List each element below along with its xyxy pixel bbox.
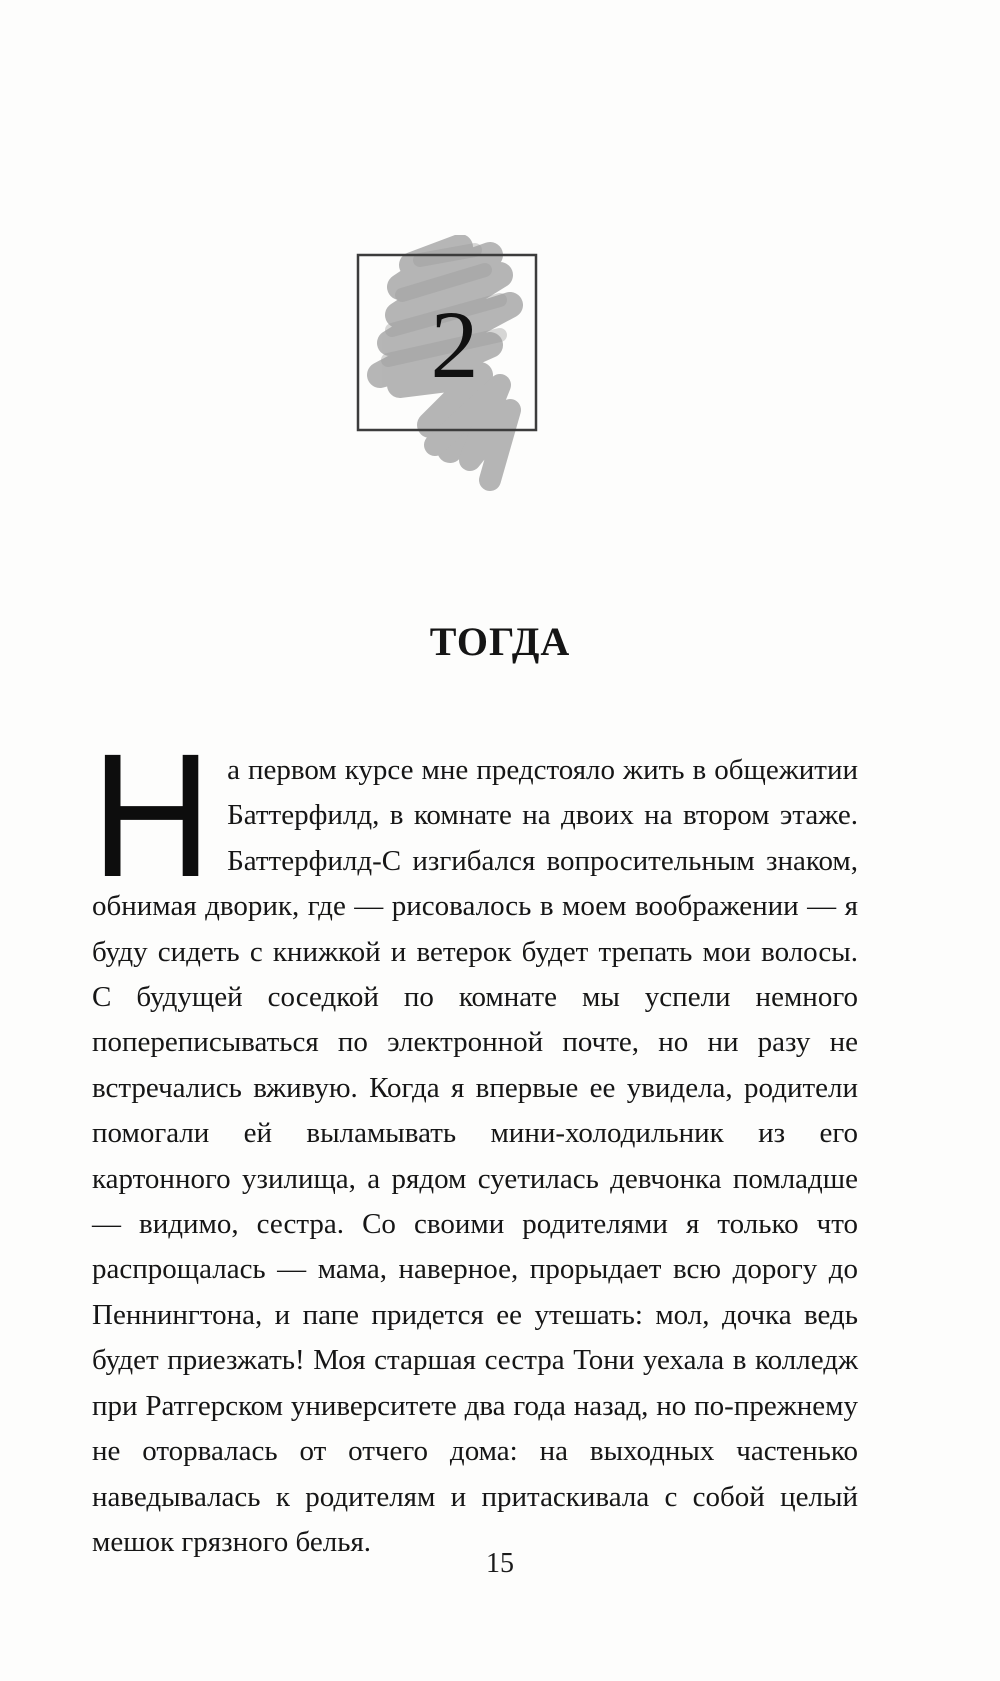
chapter-number-mark <box>340 235 570 505</box>
page-number: 15 <box>486 1548 514 1579</box>
chapter-body <box>91 718 858 1565</box>
paragraph: а первом курсе мне предстояло жить в общежитии Баттерфилд, в комнате на двоих на втором этаже. Баттерфилд-С изгибался вопросительным знаком, обнимая дворик, где — рисовалось в моем воображении — я буду сидеть с книжкой и ветерок будет трепать мои волосы. С будущей соседкой по комнате мы успели немного попереписываться по электронной почте, но ни разу не встречались вживую. Когда я впервые ее увидела, родители помогали ей выламывать мини-холодильник из его картонного узилища, а рядом суетилась девчонка помладше — видимо, сестра. Со своими родителями я только что распрощалась — мама, наверное, прорыдает всю дорогу до Пеннингтона, и папе придется ее утешать: мол, дочка ведь будет приезжать! Моя старшая сестра Тони уехала в колледж при Ратгерском университете два года назад, но по-прежнему не оторвалась от отчего дома: на выходных частенько наведывалась к родителям и притаскивала с собой целый мешок грязного белья. <box>92 754 858 1558</box>
chapter-number: 2 <box>430 291 479 398</box>
chapter-title: ТОГДА <box>429 619 571 664</box>
drop-cap: Н <box>91 718 212 914</box>
